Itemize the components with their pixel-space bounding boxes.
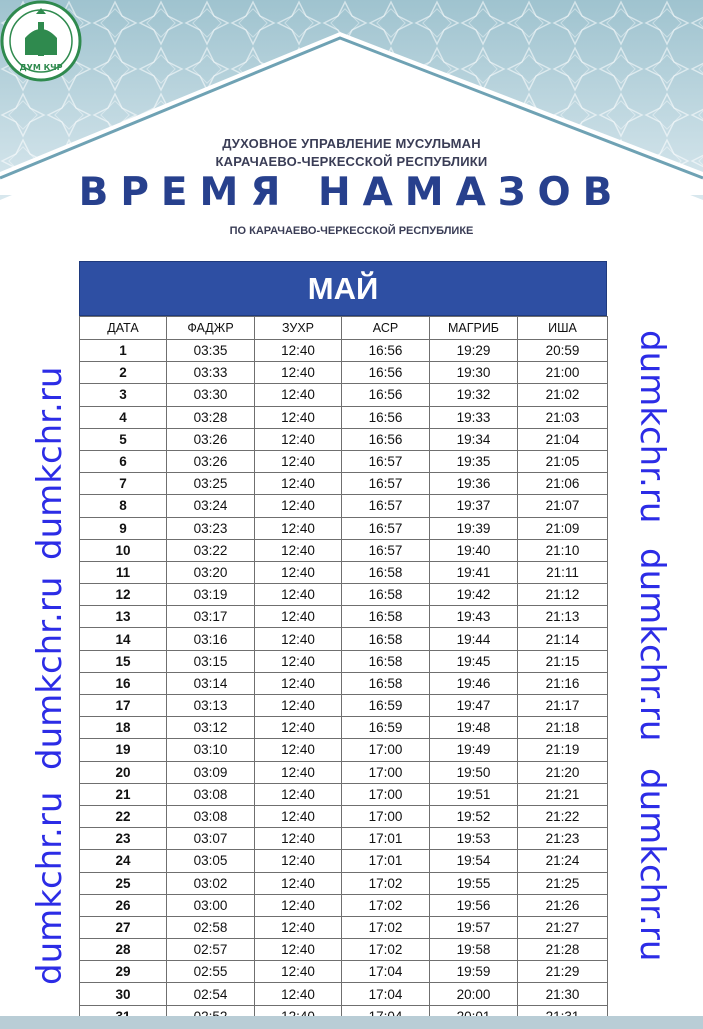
table-row [80, 761, 608, 783]
time-cell: 16:56 [342, 428, 430, 450]
date-cell: 19 [80, 739, 167, 761]
time-cell: 12:40 [255, 961, 342, 983]
watermark-left-1: dumkchr.ru [30, 366, 70, 560]
time-cell: 12:40 [255, 717, 342, 739]
time-cell: 17:00 [342, 805, 430, 827]
time-cell: 21:12 [518, 584, 608, 606]
time-cell: 21:21 [518, 783, 608, 805]
date-cell: 21 [80, 783, 167, 805]
table-row [80, 362, 608, 384]
column-header-row [80, 317, 608, 340]
date-cell: 18 [80, 717, 167, 739]
time-cell: 03:02 [167, 872, 255, 894]
time-cell: 12:40 [255, 517, 342, 539]
time-cell: 21:02 [518, 384, 608, 406]
time-cell: 03:07 [167, 828, 255, 850]
time-cell: 03:24 [167, 495, 255, 517]
time-cell: 19:40 [430, 539, 518, 561]
time-cell: 19:33 [430, 406, 518, 428]
date-cell: 5 [80, 428, 167, 450]
table-row [80, 517, 608, 539]
org-name-line1: ДУХОВНОЕ УПРАВЛЕНИЕ МУСУЛЬМАН [222, 136, 481, 151]
time-cell: 16:57 [342, 495, 430, 517]
time-cell: 16:58 [342, 650, 430, 672]
table-row [80, 473, 608, 495]
time-cell: 02:58 [167, 916, 255, 938]
time-cell: 17:04 [342, 983, 430, 1005]
column-header: ИША [518, 317, 608, 340]
time-cell: 19:41 [430, 561, 518, 583]
time-cell: 19:57 [430, 916, 518, 938]
time-cell: 19:51 [430, 783, 518, 805]
time-cell: 21:16 [518, 672, 608, 694]
time-cell: 12:40 [255, 606, 342, 628]
table-row [80, 406, 608, 428]
time-cell: 16:58 [342, 606, 430, 628]
time-cell: 12:40 [255, 983, 342, 1005]
date-cell: 9 [80, 517, 167, 539]
time-cell: 19:39 [430, 517, 518, 539]
date-cell: 20 [80, 761, 167, 783]
time-cell: 03:13 [167, 695, 255, 717]
header-banner [0, 0, 703, 260]
time-cell: 21:15 [518, 650, 608, 672]
date-cell: 4 [80, 406, 167, 428]
time-cell: 03:33 [167, 362, 255, 384]
date-cell: 3 [80, 384, 167, 406]
time-cell: 19:42 [430, 584, 518, 606]
dum-kchr-logo [0, 0, 82, 82]
time-cell: 21:03 [518, 406, 608, 428]
time-cell: 16:58 [342, 561, 430, 583]
date-cell: 11 [80, 561, 167, 583]
time-cell: 17:04 [342, 961, 430, 983]
table-row [80, 717, 608, 739]
time-cell: 19:53 [430, 828, 518, 850]
date-cell: 24 [80, 850, 167, 872]
time-cell: 03:22 [167, 539, 255, 561]
time-cell: 16:57 [342, 539, 430, 561]
time-cell: 12:40 [255, 894, 342, 916]
table-row [80, 961, 608, 983]
time-cell: 12:40 [255, 584, 342, 606]
time-cell: 03:00 [167, 894, 255, 916]
time-cell: 03:09 [167, 761, 255, 783]
time-cell: 03:17 [167, 606, 255, 628]
table-row [80, 650, 608, 672]
date-cell: 2 [80, 362, 167, 384]
time-cell: 19:44 [430, 628, 518, 650]
time-cell: 03:10 [167, 739, 255, 761]
table-row [80, 606, 608, 628]
table-row [80, 628, 608, 650]
table-row [80, 850, 608, 872]
date-cell: 10 [80, 539, 167, 561]
time-cell: 12:40 [255, 916, 342, 938]
column-header: ДАТА [80, 317, 167, 340]
date-cell: 13 [80, 606, 167, 628]
time-cell: 19:52 [430, 805, 518, 827]
time-cell: 21:13 [518, 606, 608, 628]
time-cell: 19:34 [430, 428, 518, 450]
time-cell: 19:45 [430, 650, 518, 672]
time-cell: 19:30 [430, 362, 518, 384]
time-cell: 03:16 [167, 628, 255, 650]
column-header: АСР [342, 317, 430, 340]
time-cell: 03:30 [167, 384, 255, 406]
time-cell: 12:40 [255, 561, 342, 583]
table-row [80, 916, 608, 938]
time-cell: 12:40 [255, 695, 342, 717]
time-cell: 20:59 [518, 340, 608, 362]
table-row [80, 539, 608, 561]
month-header: МАЙ [79, 261, 607, 316]
table-row [80, 695, 608, 717]
time-cell: 21:27 [518, 916, 608, 938]
time-cell: 19:55 [430, 872, 518, 894]
time-cell: 16:57 [342, 450, 430, 472]
date-cell: 1 [80, 340, 167, 362]
time-cell: 16:56 [342, 384, 430, 406]
watermark-left-3: dumkchr.ru [30, 791, 70, 985]
date-cell: 6 [80, 450, 167, 472]
date-cell: 16 [80, 672, 167, 694]
time-cell: 19:56 [430, 894, 518, 916]
time-cell: 12:40 [255, 650, 342, 672]
time-cell: 12:40 [255, 340, 342, 362]
time-cell: 16:56 [342, 340, 430, 362]
time-cell: 12:40 [255, 473, 342, 495]
time-cell: 19:54 [430, 850, 518, 872]
time-cell: 16:59 [342, 695, 430, 717]
time-cell: 19:29 [430, 340, 518, 362]
time-cell: 16:57 [342, 517, 430, 539]
time-cell: 21:22 [518, 805, 608, 827]
footer-strip [0, 1016, 703, 1029]
table-row [80, 872, 608, 894]
time-cell: 12:40 [255, 850, 342, 872]
page-title: ВРЕМЯ НАМАЗОВ [78, 170, 625, 215]
time-cell: 03:14 [167, 672, 255, 694]
time-cell: 12:40 [255, 739, 342, 761]
time-cell: 21:18 [518, 717, 608, 739]
time-cell: 21:07 [518, 495, 608, 517]
table-row [80, 939, 608, 961]
watermark-right-3: dumkchr.ru [632, 768, 672, 962]
time-cell: 19:58 [430, 939, 518, 961]
prayer-times-table [79, 261, 607, 1028]
time-cell: 19:32 [430, 384, 518, 406]
table-row [80, 495, 608, 517]
time-cell: 16:58 [342, 584, 430, 606]
time-cell: 17:02 [342, 939, 430, 961]
time-cell: 17:02 [342, 894, 430, 916]
time-cell: 03:19 [167, 584, 255, 606]
time-cell: 21:24 [518, 850, 608, 872]
time-cell: 03:08 [167, 805, 255, 827]
time-cell: 16:57 [342, 473, 430, 495]
time-cell: 12:40 [255, 539, 342, 561]
time-cell: 12:40 [255, 362, 342, 384]
time-cell: 21:05 [518, 450, 608, 472]
time-cell: 21:28 [518, 939, 608, 961]
table-row [80, 384, 608, 406]
time-cell: 21:30 [518, 983, 608, 1005]
time-cell: 03:20 [167, 561, 255, 583]
time-cell: 17:01 [342, 850, 430, 872]
time-cell: 21:11 [518, 561, 608, 583]
watermark-right-1: dumkchr.ru [632, 330, 672, 524]
date-cell: 23 [80, 828, 167, 850]
table-row [80, 783, 608, 805]
table-row [80, 561, 608, 583]
table-row [80, 739, 608, 761]
table-row [80, 584, 608, 606]
time-cell: 17:02 [342, 916, 430, 938]
time-cell: 17:00 [342, 761, 430, 783]
svg-text:ДУМ КЧР: ДУМ КЧР [19, 63, 63, 72]
time-cell: 21:00 [518, 362, 608, 384]
time-cell: 21:09 [518, 517, 608, 539]
time-cell: 21:04 [518, 428, 608, 450]
time-cell: 17:00 [342, 739, 430, 761]
date-cell: 15 [80, 650, 167, 672]
time-cell: 21:19 [518, 739, 608, 761]
time-cell: 19:37 [430, 495, 518, 517]
time-cell: 12:40 [255, 495, 342, 517]
time-cell: 16:59 [342, 717, 430, 739]
time-cell: 21:20 [518, 761, 608, 783]
time-cell: 12:40 [255, 384, 342, 406]
table-row [80, 450, 608, 472]
time-cell: 20:00 [430, 983, 518, 1005]
time-cell: 12:40 [255, 761, 342, 783]
time-cell: 02:54 [167, 983, 255, 1005]
column-header: ФАДЖР [167, 317, 255, 340]
time-cell: 21:10 [518, 539, 608, 561]
table-row [80, 428, 608, 450]
date-cell: 28 [80, 939, 167, 961]
time-cell: 12:40 [255, 428, 342, 450]
date-cell: 26 [80, 894, 167, 916]
time-cell: 12:40 [255, 783, 342, 805]
ornament-background [0, 0, 703, 260]
time-cell: 12:40 [255, 805, 342, 827]
time-cell: 03:05 [167, 850, 255, 872]
column-header: ЗУХР [255, 317, 342, 340]
column-header: МАГРИБ [430, 317, 518, 340]
time-cell: 03:23 [167, 517, 255, 539]
time-cell: 03:12 [167, 717, 255, 739]
table-row [80, 828, 608, 850]
time-cell: 12:40 [255, 872, 342, 894]
date-cell: 12 [80, 584, 167, 606]
time-cell: 02:55 [167, 961, 255, 983]
time-cell: 19:36 [430, 473, 518, 495]
date-cell: 7 [80, 473, 167, 495]
time-cell: 12:40 [255, 939, 342, 961]
time-cell: 19:49 [430, 739, 518, 761]
page-subtitle: ПО КАРАЧАЕВО-ЧЕРКЕССКОЙ РЕСПУБЛИКЕ [229, 225, 474, 237]
time-cell: 03:35 [167, 340, 255, 362]
time-cell: 16:56 [342, 406, 430, 428]
time-cell: 12:40 [255, 828, 342, 850]
table-row [80, 805, 608, 827]
time-cell: 03:26 [167, 450, 255, 472]
time-cell: 17:02 [342, 872, 430, 894]
time-cell: 17:00 [342, 783, 430, 805]
time-cell: 16:56 [342, 362, 430, 384]
time-cell: 21:26 [518, 894, 608, 916]
time-cell: 03:15 [167, 650, 255, 672]
time-cell: 03:25 [167, 473, 255, 495]
time-cell: 16:58 [342, 628, 430, 650]
time-cell: 19:35 [430, 450, 518, 472]
table-row [80, 983, 608, 1005]
date-cell: 29 [80, 961, 167, 983]
time-cell: 12:40 [255, 450, 342, 472]
time-cell: 21:23 [518, 828, 608, 850]
time-cell: 21:25 [518, 872, 608, 894]
date-cell: 8 [80, 495, 167, 517]
time-cell: 17:01 [342, 828, 430, 850]
date-cell: 17 [80, 695, 167, 717]
time-cell: 19:43 [430, 606, 518, 628]
time-cell: 19:46 [430, 672, 518, 694]
date-cell: 27 [80, 916, 167, 938]
time-cell: 19:50 [430, 761, 518, 783]
time-cell: 12:40 [255, 672, 342, 694]
time-cell: 03:26 [167, 428, 255, 450]
time-cell: 02:57 [167, 939, 255, 961]
time-cell: 19:47 [430, 695, 518, 717]
table-row [80, 894, 608, 916]
time-cell: 21:06 [518, 473, 608, 495]
time-cell: 12:40 [255, 406, 342, 428]
date-cell: 25 [80, 872, 167, 894]
time-cell: 19:48 [430, 717, 518, 739]
date-cell: 22 [80, 805, 167, 827]
time-cell: 19:59 [430, 961, 518, 983]
time-cell: 21:14 [518, 628, 608, 650]
time-cell: 03:08 [167, 783, 255, 805]
time-cell: 12:40 [255, 628, 342, 650]
org-name-line2: КАРАЧАЕВО-ЧЕРКЕССКОЙ РЕСПУБЛИКИ [215, 154, 488, 169]
time-cell: 21:29 [518, 961, 608, 983]
watermark-left-2: dumkchr.ru [30, 576, 70, 770]
time-cell: 21:17 [518, 695, 608, 717]
date-cell: 14 [80, 628, 167, 650]
table-row [80, 672, 608, 694]
date-cell: 30 [80, 983, 167, 1005]
time-cell: 03:28 [167, 406, 255, 428]
time-cell: 16:58 [342, 672, 430, 694]
watermark-right-2: dumkchr.ru [632, 548, 672, 742]
table-row [80, 340, 608, 362]
